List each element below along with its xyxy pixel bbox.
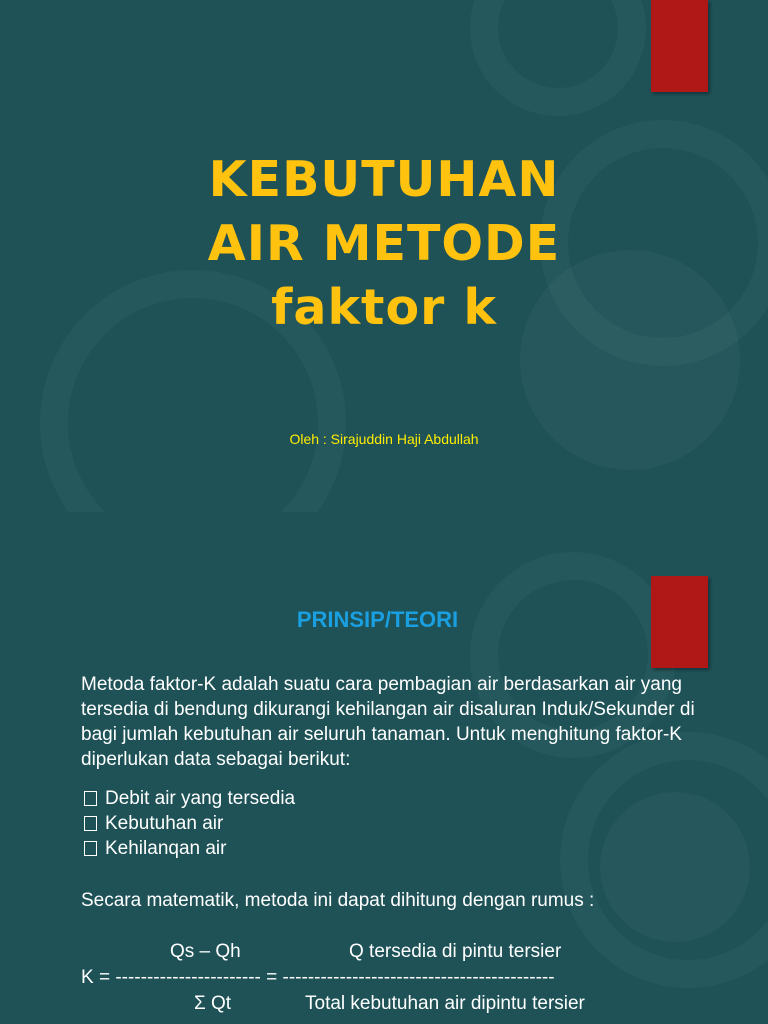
formula-intro: Secara matematik, metoda ini dapat dihitung dengan rumus : bbox=[81, 890, 595, 911]
title-line: faktor k bbox=[271, 279, 497, 336]
checkbox-icon bbox=[84, 816, 97, 831]
intro-paragraph: Metoda faktor-K adalah suatu cara pembagian air berdasarkan air yang tersedia di bendung dikurangi kehilangan air disaluran Induk/Sekunder di bagi jumlah kebutuhan air seluruh tanaman. Untuk menghitung faktor-K diperlukan data sebagai berikut: bbox=[81, 674, 695, 770]
checkbox-icon bbox=[84, 841, 97, 856]
formula-denominator: Σ Qt bbox=[194, 993, 232, 1014]
formula-fraction-line: K = ----------------------- = ------------------------------------------- bbox=[81, 967, 555, 988]
author-line: Oleh : Sirajuddin Haji Abdullah bbox=[289, 431, 479, 447]
section-title: PRINSIP/TEORI bbox=[296, 607, 459, 632]
content-slide bbox=[0, 512, 768, 1024]
list-item bbox=[81, 836, 721, 861]
formula-denominator-desc: Total kebutuhan air dipintu tersier bbox=[305, 993, 585, 1014]
formula bbox=[81, 939, 721, 1017]
title-line: AIR METODE bbox=[207, 215, 561, 272]
list-item bbox=[81, 811, 721, 836]
formula-denominator-row bbox=[81, 991, 721, 1017]
list-item-label: Kehilanqan air bbox=[105, 838, 227, 859]
formula-fraction-row bbox=[81, 965, 721, 991]
accent-tab bbox=[651, 0, 708, 92]
checkbox-icon bbox=[84, 791, 97, 806]
title-line: KEBUTUHAN bbox=[208, 151, 560, 208]
bg-decoration bbox=[470, 0, 646, 116]
formula-numerator-desc: Q tersedia di pintu tersier bbox=[349, 941, 562, 962]
slide-title bbox=[0, 148, 768, 340]
data-list bbox=[81, 786, 721, 861]
list-item-label: Kebutuhan air bbox=[105, 813, 224, 834]
formula-numerator-row bbox=[81, 939, 721, 965]
list-item-label: Debit air yang tersedia bbox=[105, 788, 296, 809]
list-item bbox=[81, 786, 721, 811]
formula-numerator: Qs – Qh bbox=[170, 941, 241, 962]
